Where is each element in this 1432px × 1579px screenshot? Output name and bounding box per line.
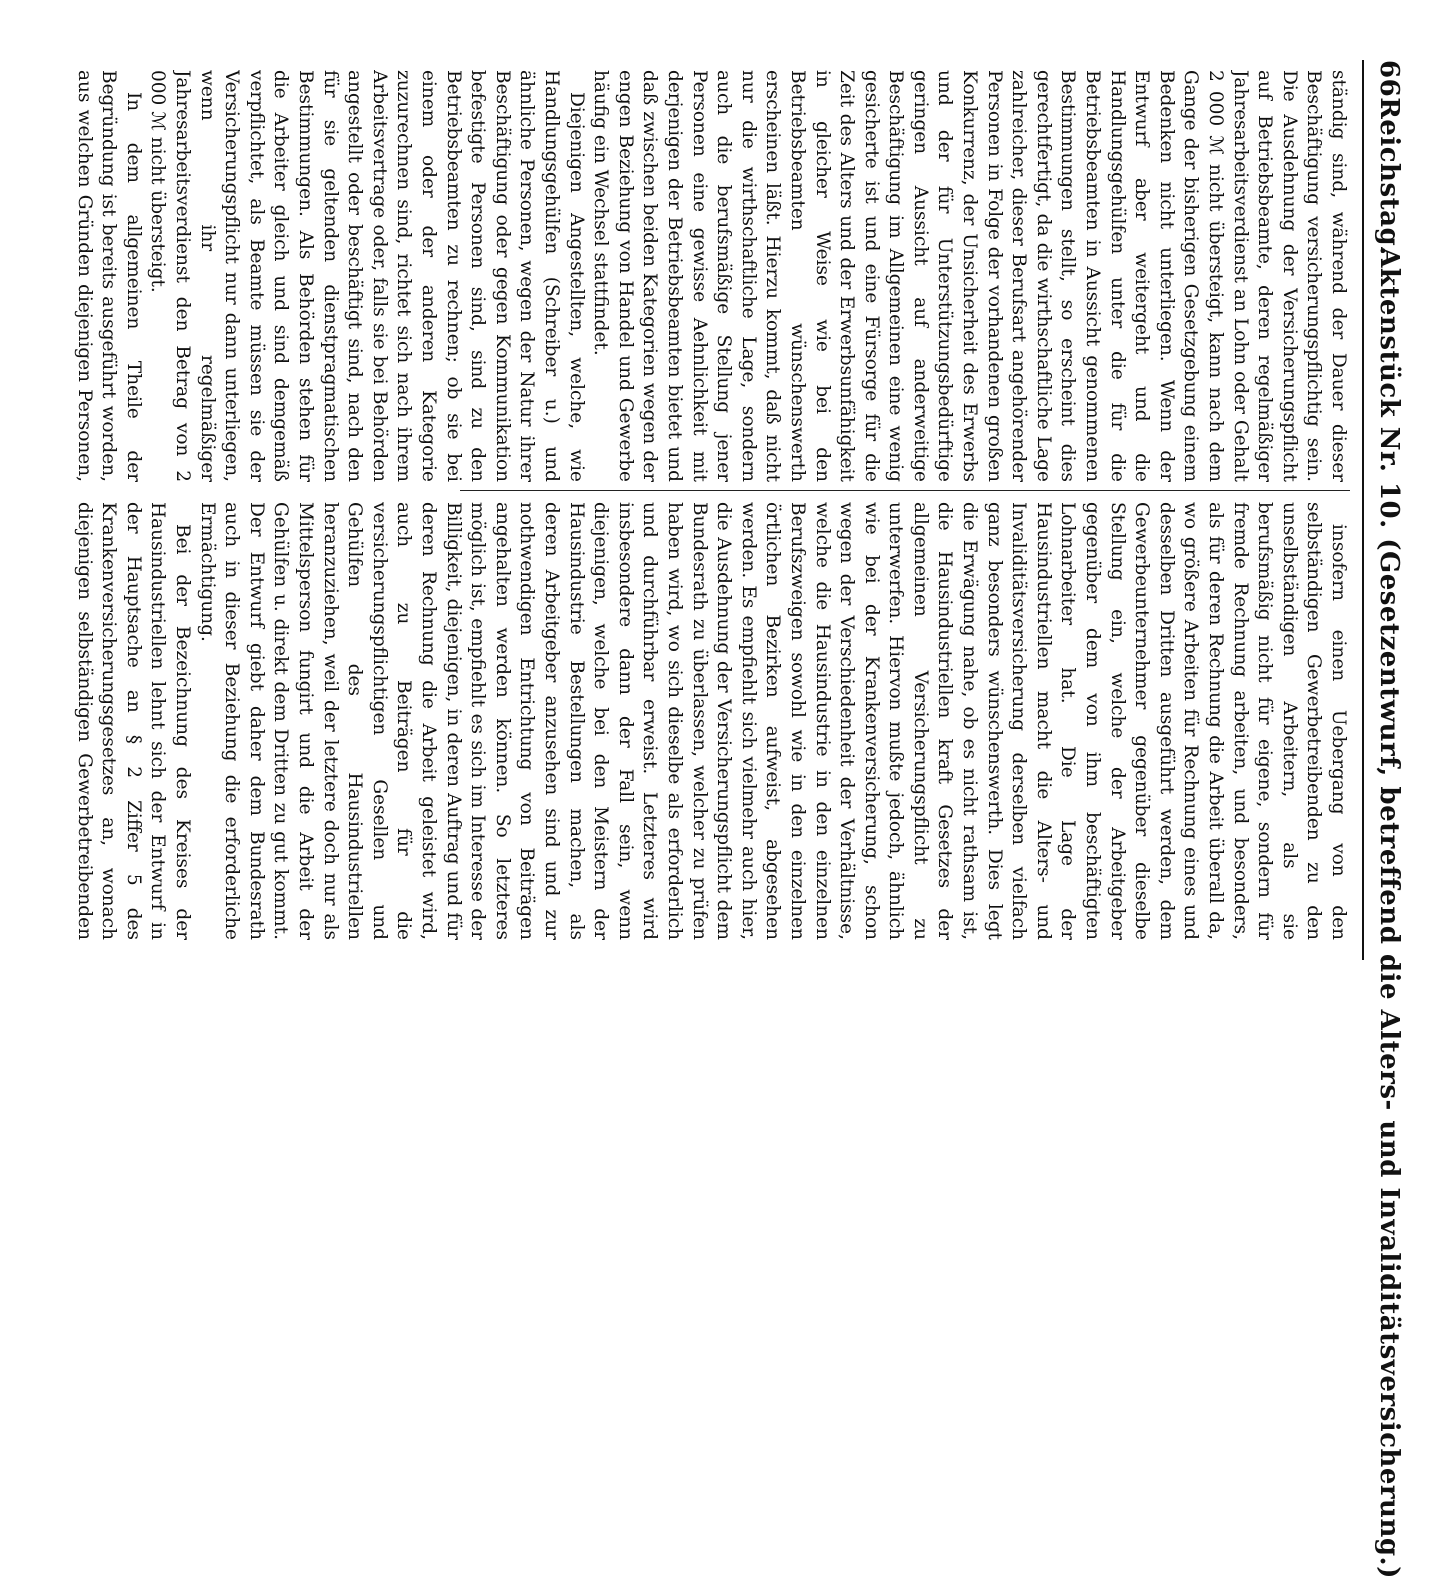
- paragraph: insofern einen Uebergang von den selbständigen Gewerbetreibenden zu den unselbständigen Arbeitern, als sie berufsmäßig nicht für eigene, sondern für fremde Rechnung arbeiten, und besonders, als für deren Rechnung die Arbeit überall da, wo größere Arbeiten für Rechnung eines und desselben Dritten ausgeführt werden, dem Gewerbeunternehmer gegenüber dieselbe Stellung ein, welche der Arbeitgeber gegenüber dem von ihm beschäftigten Lohnarbeiter hat. Die Lage der Hausindustriellen macht die Alters- und Invaliditätsversicherung derselben vielfach ganz besonders wünschenswerth. Dies legt die Erwägung nahe, ob es nicht rathsam ist, die Hausindustriellen kraft Gesetzes der allgemeinen Versicherungspflicht zu unterwerfen. Hiervon mußte jedoch, ähnlich wie bei der Krankenversicherung, schon wegen der Verschiedenheit der Verhältnisse, welche die Hausindustrie in den einzelnen Berufszweigen sowohl wie in den einzelnen örtlichen Bezirken aufweist, abgesehen werden. Es empfiehlt sich vielmehr auch hier, die Ausdehnung der Versicherungspflicht dem Bundesrath zu überlassen, welcher zu prüfen haben wird, wo sich dieselbe als erforderlich und durchführbar erweist. Letzteres wird insbesondere dann der Fall sein, wenn diejenigen, welche bei den Meistern der Hausindustrie Bestellungen machen, als deren Arbeitgeber anzusehen sind und zur nothwendigen Entrichtung von Beiträgen angehalten werden können. So letzteres möglich ist, empfiehlt es sich im Interesse der Billigkeit, diejenigen, in deren Auftrag und für deren Rechnung die Arbeit geleistet wird, auch zu Beiträgen für die versicherungspflichtigen Gesellen und Gehülfen des Hausindustriellen heranzuziehen, weil der letztere doch nur als Mittelsperson fungirt und die Arbeit der Gehülfen u. direkt dem Dritten zu gut kommt. Der Entwurf giebt daher dem Bundesrath auch in dieser Beziehung die erforderliche Ermächtigung.: [196, 502, 1349, 940]
- paragraph: ständig sind, während der Dauer dieser Beschäftigung versicherungspflichtig sein. Die Ausdehnung der Versicherungspflicht auf Betriebsbeamte, deren regelmäßiger Jahresarbeitsverdienst an Lohn oder Gehalt 2 000 ℳ nicht übersteigt, kann nach dem Gange der bisherigen Gesetzgebung einem Bedenken nicht unterliegen. Wenn der Entwurf aber weitergeht und die Handlungsgehülfen unter die für die Betriebsbeamten in Aussicht genommenen Bestimmungen stellt, so erscheint dies gerechtfertigt, da die wirthschaftliche Lage zahlreicher, dieser Berufsart angehörender Personen in Folge der vorhandenen großen Konkurrenz, der Unsicherheit des Erwerbs und der für Unterstützungsbedürftige geringen Aussicht auf anderweitige Beschäftigung im Allgemeinen eine wenig gesicherte ist und eine Fürsorge für die Zeit des Alters und der Erwerbsunfähigkeit in gleicher Weise wie bei den Betriebsbeamten wünschenswerth erscheinen läßt. Hierzu kommt, daß nicht nur die wirthschaftliche Lage, sondern auch die berufsmäßige Stellung jener Personen eine gewisse Aehnlichkeit mit derjenigen der Betriebsbeamten bietet und daß zwischen beiden Kategorien wegen der engen Beziehung von Handel und Gewerbe häufig ein Wechsel stattfindet.: [590, 70, 1349, 482]
- paragraph: In dem allgemeinen Theile der Begründung ist bereits ausgeführt worden, aus welchen Gründen diejenigen Personen,: [73, 70, 144, 482]
- column-divider: [460, 490, 1350, 491]
- paragraph: Bei der Bezeichnung des Kreises der Hausindustriellen lehnt sich der Entwurf in der Hauptsache an § 2 Ziffer 5 des Krankenversicherungsgesetzes an, wonach diejenigen selbständigen Gewerbetreibenden: [73, 502, 194, 940]
- header-rule: [1362, 60, 1364, 960]
- paragraph: Diejenigen Angestellten, welche, wie Handlungsgehülfen (Schreiber u.) und ähnliche Personen, wegen der Natur ihrer Beschäftigung oder gegen Kommunikation befestigte Personen sind, sind zu den Betriebsbeamten zu rechnen; ob sie bei einem oder der anderen Kategorie zuzurechnen sind, richtet sich nach ihrem Arbeitsvertrage oder, falls sie bei Behörden angestellt oder beschäftigt sind, nach den für sie geltenden dienstpragmatischen Bestimmungen. Als Behörden stehen für die Arbeiter gleich und sind demgemäß verpflichtet, als Beamte müssen sie der Versicherungspflicht nur dann unterliegen, wenn ihr regelmäßiger Jahresarbeitsverdienst den Betrag von 2 000 ℳ nicht übersteigt.: [147, 70, 587, 482]
- page-number: 66: [1374, 60, 1404, 98]
- left-column: [70, 70, 1350, 482]
- page-header: [1364, 60, 1414, 1579]
- periodical-name: Reichstag.: [1374, 97, 1404, 256]
- document-title: Aktenstück Nr. 10. (Gesetzentwurf, betreffend die Alters- und Invaliditätsversicherung.): [1374, 247, 1404, 1579]
- right-column: [70, 502, 1350, 940]
